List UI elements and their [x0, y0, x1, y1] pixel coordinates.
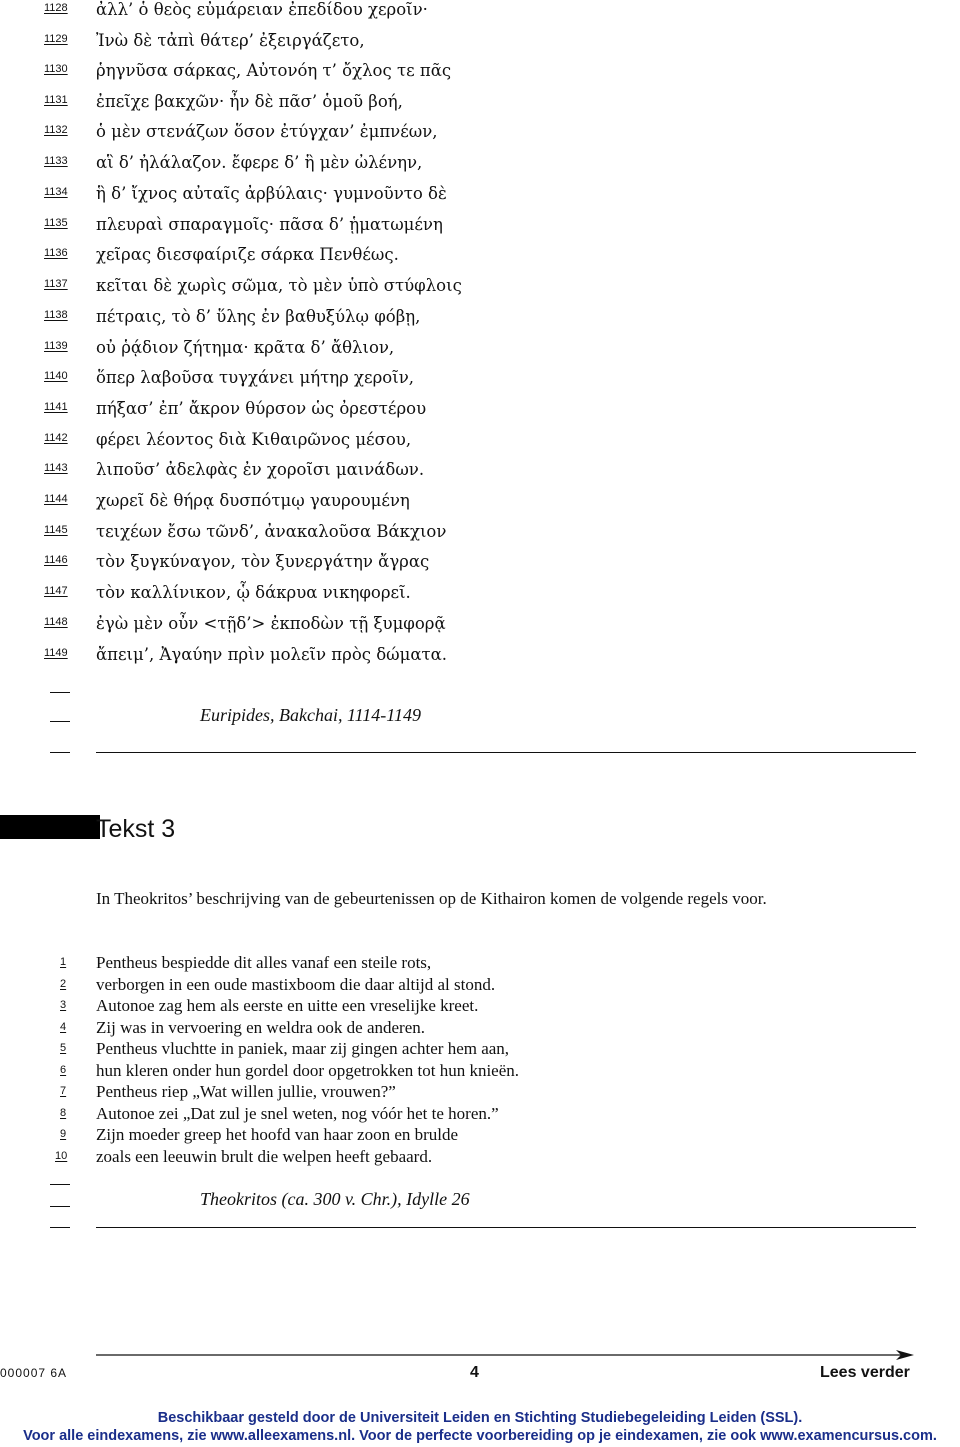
translation-text: zoals een leeuwin brult die welpen heeft gebaard.	[96, 1147, 433, 1166]
greek-verse: ὁ μὲν στενάζων ὅσον ἐτύγχαν’ ἐμπνέων,	[96, 122, 438, 141]
line-number: 1138	[44, 309, 68, 321]
line-number: 4	[60, 1021, 67, 1033]
section-divider	[96, 1227, 916, 1228]
tekst3-citation: Theokritos (ca. 300 v. Chr.), Idylle 26	[200, 1189, 470, 1209]
line-number: 1136	[44, 247, 68, 259]
line-number: 1142	[44, 432, 68, 444]
greek-verse: τειχέων ἔσω τῶνδ’, ἀνακαλοῦσα Βάκχιον	[96, 522, 447, 541]
line-number: 1130	[44, 63, 68, 75]
section-title: Tekst 3	[96, 815, 176, 843]
translation-text: Pentheus bespiedde dit alles vanaf een steile rots,	[96, 953, 432, 972]
blank-line-marker	[50, 1206, 70, 1207]
line-number: 1146	[44, 554, 68, 566]
blank-line-marker	[50, 752, 70, 753]
greek-verse: φέρει λέοντος διὰ Κιθαιρῶνος μέσου,	[96, 430, 412, 449]
credit-line: Beschikbaar gesteld door de Universiteit Leiden en Stichting Studiebegeleiding Leiden (SSL).	[157, 1410, 803, 1426]
line-number: 1140	[44, 370, 68, 382]
line-number: 1133	[44, 155, 68, 167]
translation-text: Pentheus vluchtte in paniek, maar zij gingen achter hem aan,	[96, 1039, 510, 1058]
greek-verse: ἀλλ’ ὁ θεὸς εὐμάρειαν ἐπεδίδου χεροῖν·	[96, 0, 428, 19]
greek-verse: ἐγὼ μὲν οὖν <τῇδ’> ἐκποδὼν τῇ ξυμφορᾷ	[96, 614, 446, 633]
tekst3-intro: In Theokritos’ beschrijving van de gebeurtenissen op de Kithairon komen de volgende regels voor.	[96, 889, 767, 908]
continue-label: Lees verder	[820, 1364, 910, 1381]
blank-line-marker	[50, 721, 70, 722]
line-number: 1128	[44, 2, 68, 14]
credit-line-links: Voor alle eindexamens, zie www.alleexamens.nl. Voor de perfecte voorbereiding op je eindexamen, zie ook www.examencursus.com.	[23, 1428, 937, 1444]
translation-text: verborgen in een oude mastixboom die daar altijd al stond.	[96, 975, 496, 994]
blank-line-marker	[50, 692, 70, 693]
blank-line-marker	[50, 1227, 70, 1228]
line-number: 1134	[44, 186, 68, 198]
line-number: 10	[55, 1150, 68, 1162]
line-number: 2	[60, 978, 67, 990]
section-divider	[96, 752, 916, 753]
greek-verse: οὐ ῥᾴδιον ζήτημα· κρᾶτα δ’ ἄθλιον,	[96, 338, 395, 357]
line-number: 1143	[44, 462, 68, 474]
greek-verse: λιποῦσ’ ἀδελφὰς ἐν χοροῖσι μαινάδων.	[96, 460, 425, 479]
translation-text: Zij was in vervoering en weldra ook de anderen.	[96, 1018, 426, 1037]
greek-verse: κεῖται δὲ χωρὶς σῶμα, τὸ μὲν ὑπὸ στύφλοις	[96, 276, 462, 295]
line-number: 1139	[44, 340, 68, 352]
next-page-arrow	[96, 1349, 918, 1361]
section-marker	[0, 815, 100, 839]
greek-verse: ἄπειμ’, Ἀγαύην πρὶν μολεῖν πρὸς δώματα.	[96, 645, 448, 664]
line-number: 1131	[44, 94, 68, 106]
greek-verse: χεῖρας διεσφαίριζε σάρκα Πενθέως.	[96, 245, 399, 264]
greek-verse: Ἰνὼ δὲ τἀπὶ θάτερ’ ἐξειργάζετο,	[96, 31, 365, 50]
greek-verse: πήξασ’ ἐπ’ ἄκρον θύρσον ὡς ὀρεστέρου	[96, 399, 427, 418]
exam-code: 000007 6A	[0, 1366, 68, 1380]
translation-text: Zijn moeder greep het hoofd van haar zoon en brulde	[96, 1125, 459, 1144]
line-number: 3	[60, 999, 67, 1011]
translation-text: Autonoe zag hem als eerste en uitte een vreselijke kreet.	[96, 996, 479, 1015]
line-number: 1149	[44, 647, 68, 659]
translation-text: Pentheus riep „Wat willen jullie, vrouwen?”	[96, 1082, 396, 1101]
greek-citation: Euripides, Bakchai, 1114-1149	[200, 705, 421, 725]
line-number: 1148	[44, 616, 68, 628]
translation-text: Autonoe zei „Dat zul je snel weten, nog vóór het te horen.”	[96, 1104, 499, 1123]
line-number: 1	[60, 956, 67, 968]
line-number: 1141	[44, 401, 68, 413]
blank-line-marker	[50, 1184, 70, 1185]
greek-verse: αἳ δ’ ἠλάλαζον. ἔφερε δ’ ἣ μὲν ὠλένην,	[96, 153, 423, 172]
line-number: 1145	[44, 524, 68, 536]
line-number: 6	[60, 1064, 67, 1076]
greek-verse: χωρεῖ δὲ θήρᾳ δυσπότμῳ γαυρουμένη	[96, 491, 410, 510]
line-number: 7	[60, 1085, 67, 1097]
line-number: 8	[60, 1107, 67, 1119]
greek-verse: ἣ δ’ ἴχνος αὐταῖς ἀρβύλαις· γυμνοῦντο δὲ	[96, 184, 447, 203]
line-number: 1137	[44, 278, 68, 290]
greek-verse: τὸν καλλίνικον, ᾧ δάκρυα νικηφορεῖ.	[96, 583, 411, 602]
line-number: 1132	[44, 124, 68, 136]
translation-text: hun kleren onder hun gordel door opgetrokken tot hun knieën.	[96, 1061, 520, 1080]
line-number: 5	[60, 1042, 67, 1054]
greek-verse: τὸν ξυγκύναγον, τὸν ξυνεργάτην ἄγρας	[96, 552, 430, 571]
line-number: 9	[60, 1128, 67, 1140]
greek-verse: ἐπεῖχε βακχῶν· ἦν δὲ πᾶσ’ ὁμοῦ βοή,	[96, 92, 403, 111]
line-number: 1147	[44, 585, 68, 597]
greek-verse: ὅπερ λαβοῦσα τυγχάνει μήτηρ χεροῖν,	[96, 368, 414, 387]
line-number: 1129	[44, 33, 68, 45]
greek-verse: πλευραὶ σπαραγμοῖς· πᾶσα δ’ ᾑματωμένη	[96, 215, 443, 234]
greek-verse: πέτραις, τὸ δ’ ὕλης ἐν βαθυξύλῳ φόβῃ,	[96, 307, 421, 326]
line-number: 1135	[44, 217, 68, 229]
line-number: 1144	[44, 493, 68, 505]
greek-verse: ῥηγνῦσα σάρκας, Αὐτονόη τ’ ὄχλος τε πᾶς	[96, 61, 452, 80]
page-number: 4	[470, 1364, 479, 1381]
